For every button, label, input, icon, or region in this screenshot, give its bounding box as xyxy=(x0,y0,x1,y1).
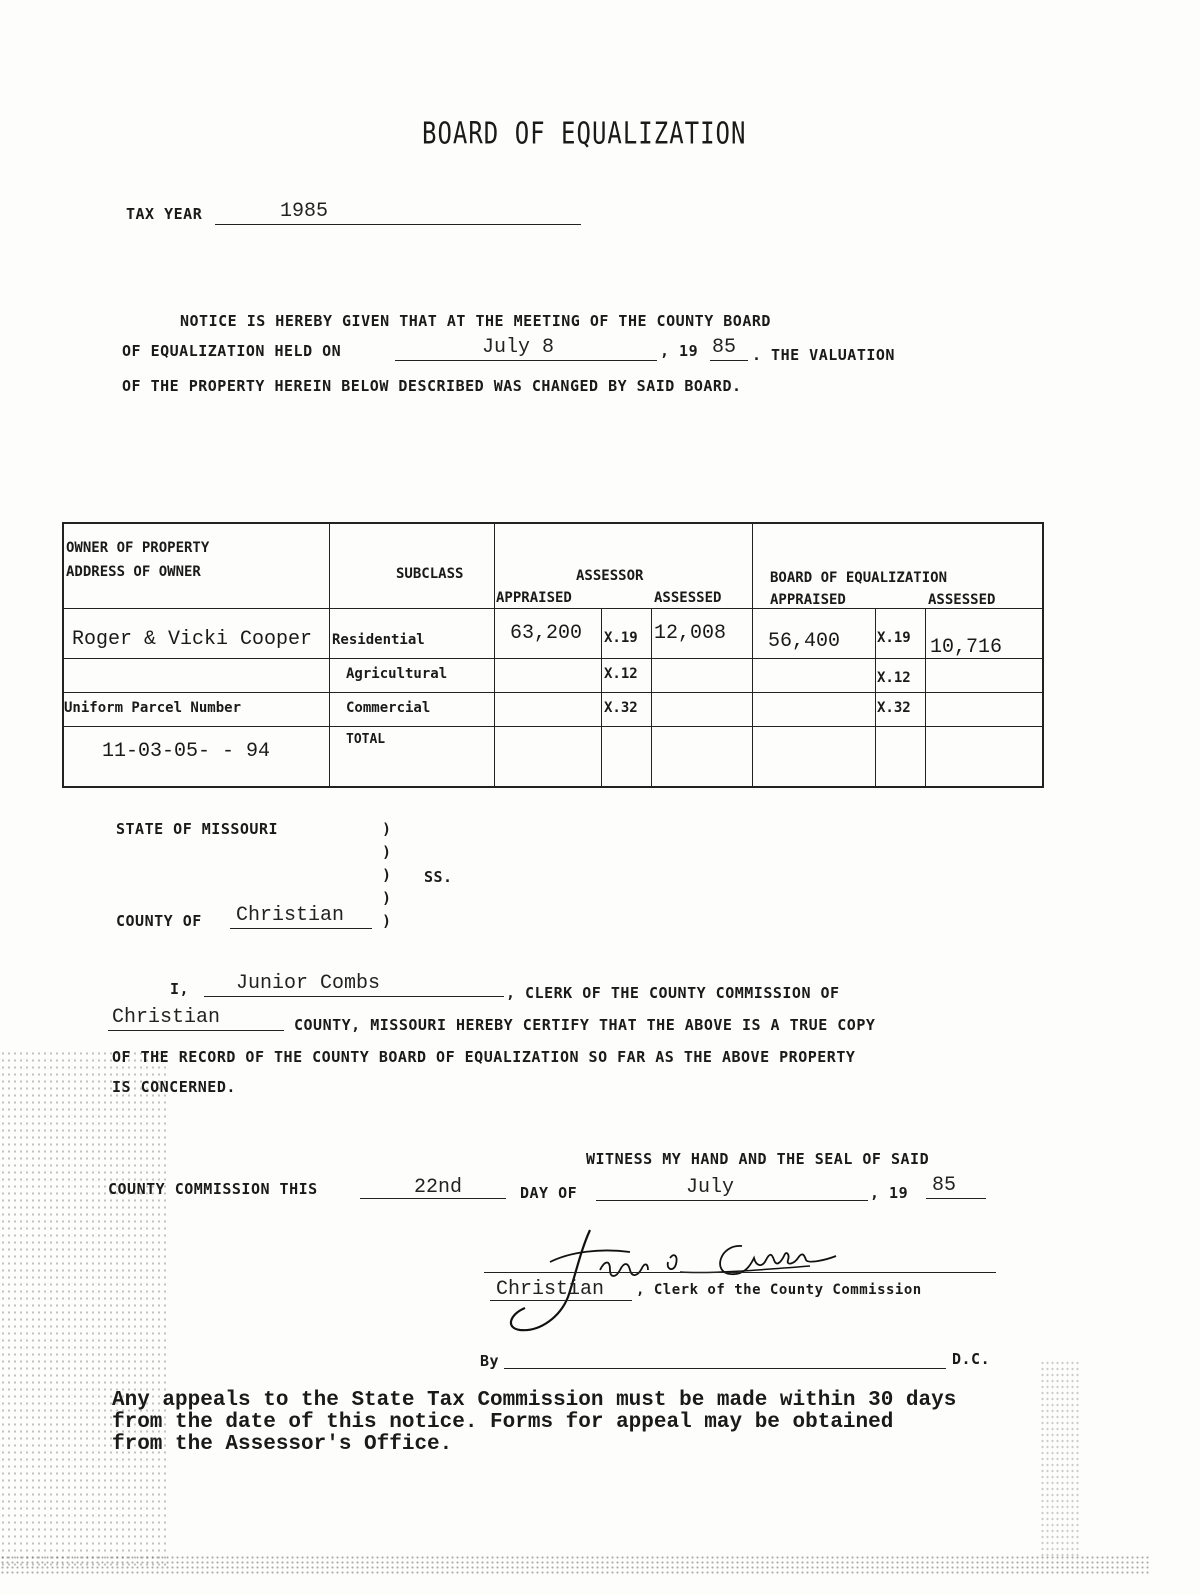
board-rate-commercial: X.32 xyxy=(877,700,911,716)
rate-residential: X.19 xyxy=(604,630,638,646)
signature-clerk-title: , Clerk of the County Commission xyxy=(636,1282,922,1298)
witness-month: July xyxy=(686,1176,735,1199)
witness-year: 85 xyxy=(932,1174,957,1197)
tax-year-value: 1985 xyxy=(280,200,329,223)
board-assessed-residential: 10,716 xyxy=(930,636,1003,659)
col-line xyxy=(651,608,652,786)
appeal-line-3: from the Assessor's Office. xyxy=(112,1433,453,1456)
header-owner: OWNER OF PROPERTY xyxy=(66,540,210,556)
scan-noise-right xyxy=(1040,1360,1080,1560)
witness-day-of: DAY OF xyxy=(520,1184,578,1202)
tax-year-underline xyxy=(215,224,581,225)
cert-line-3: OF THE RECORD OF THE COUNTY BOARD OF EQUALIZATION SO FAR AS THE ABOVE PROPERTY xyxy=(112,1048,856,1066)
clerk-name: Junior Combs xyxy=(236,972,381,995)
owner-name: Roger & Vicki Cooper xyxy=(72,628,313,651)
clerk-name-underline xyxy=(204,996,504,997)
venue-paren: ) xyxy=(382,820,392,838)
cert-i-label: I, xyxy=(170,980,190,998)
state-label: STATE OF MISSOURI xyxy=(116,820,279,838)
rate-agricultural: X.12 xyxy=(604,666,638,682)
notice-line-1: NOTICE IS HEREBY GIVEN THAT AT THE MEETING OF THE COUNTY BOARD xyxy=(180,312,771,330)
cert-line-2: COUNTY, MISSOURI HEREBY CERTIFY THAT THE ABOVE IS A TRUE COPY xyxy=(294,1016,876,1034)
by-label: By xyxy=(480,1352,500,1370)
rate-commercial: X.32 xyxy=(604,700,638,716)
county-label: COUNTY OF xyxy=(116,912,202,930)
col-line xyxy=(925,608,926,786)
witness-line-2: COUNTY COMMISSION THIS xyxy=(108,1180,318,1198)
col-line xyxy=(752,524,753,786)
col-line xyxy=(494,524,495,786)
subclass-commercial: Commercial xyxy=(346,700,431,716)
header-board-assessed: ASSESSED xyxy=(928,592,996,608)
notice-line-2-suffix: . THE VALUATION xyxy=(752,346,895,364)
header-board-appraised: APPRAISED xyxy=(770,592,846,608)
cert-line-4: IS CONCERNED. xyxy=(112,1078,236,1096)
board-rate-agricultural: X.12 xyxy=(877,670,911,686)
county-value: Christian xyxy=(236,904,345,927)
assessor-assessed-residential: 12,008 xyxy=(654,622,727,645)
col-line xyxy=(601,608,602,786)
tax-year-label: TAX YEAR xyxy=(126,205,203,223)
header-assessor: ASSESSOR xyxy=(576,568,644,584)
witness-day: 22nd xyxy=(414,1176,463,1199)
header-assessor-appraised: APPRAISED xyxy=(496,590,572,606)
witness-year-prefix: , 19 xyxy=(870,1184,909,1202)
board-rate-residential: X.19 xyxy=(877,630,911,646)
witness-day-underline xyxy=(360,1198,506,1199)
subclass-agricultural: Agricultural xyxy=(346,666,448,682)
header-board: BOARD OF EQUALIZATION xyxy=(770,570,948,586)
page-title: BOARD OF EQUALIZATION xyxy=(422,116,747,151)
witness-year-underline xyxy=(926,1198,986,1199)
row-line xyxy=(64,692,1042,693)
notice-line-3: OF THE PROPERTY HEREIN BELOW DESCRIBED WAS CHANGED BY SAID BOARD. xyxy=(122,377,742,395)
assessor-appraised-residential: 63,200 xyxy=(510,622,583,645)
col-line xyxy=(329,524,330,786)
venue-paren: ) xyxy=(382,866,392,884)
county-underline xyxy=(230,928,372,929)
signature-line xyxy=(484,1272,996,1273)
header-subclass: SUBCLASS xyxy=(396,566,464,582)
witness-month-underline xyxy=(596,1200,868,1201)
meeting-date-underline xyxy=(395,360,657,361)
venue-paren: ) xyxy=(382,843,392,861)
signature-county: Christian xyxy=(496,1278,605,1301)
row-line xyxy=(64,608,1042,609)
subclass-total: TOTAL xyxy=(346,732,386,747)
subclass-residential: Residential xyxy=(332,632,425,648)
parcel-label: Uniform Parcel Number xyxy=(64,700,242,716)
scan-noise-bottom xyxy=(0,1555,1150,1575)
meeting-year-underline xyxy=(710,360,748,361)
meeting-year-prefix: , 19 xyxy=(660,342,699,360)
ss-label: SS. xyxy=(424,868,453,886)
meeting-year: 85 xyxy=(712,336,737,359)
board-appraised-residential: 56,400 xyxy=(768,630,841,653)
dc-label: D.C. xyxy=(952,1350,991,1368)
col-line xyxy=(875,608,876,786)
appeal-line-1: Any appeals to the State Tax Commission must be made within 30 days xyxy=(112,1389,957,1412)
header-address: ADDRESS OF OWNER xyxy=(66,564,201,580)
parcel-number: 11-03-05- - 94 xyxy=(102,740,271,763)
row-line xyxy=(64,658,1042,659)
notice-line-2-prefix: OF EQUALIZATION HELD ON xyxy=(122,342,342,360)
venue-paren: ) xyxy=(382,912,392,930)
header-assessor-assessed: ASSESSED xyxy=(654,590,722,606)
property-valuation-table xyxy=(62,522,1044,788)
appeal-line-2: from the date of this notice. Forms for appeal may be obtained xyxy=(112,1411,894,1434)
venue-paren: ) xyxy=(382,889,392,907)
signature-county-underline xyxy=(490,1300,632,1301)
witness-line-1: WITNESS MY HAND AND THE SEAL OF SAID xyxy=(586,1150,930,1168)
scan-noise-left xyxy=(0,1050,170,1570)
cert-clerk-suffix: , CLERK OF THE COUNTY COMMISSION OF xyxy=(506,984,840,1002)
row-line xyxy=(64,726,1042,727)
meeting-date: July 8 xyxy=(482,336,555,359)
by-underline xyxy=(504,1368,946,1369)
cert-county-value: Christian xyxy=(112,1006,221,1029)
cert-county-underline xyxy=(108,1030,284,1031)
